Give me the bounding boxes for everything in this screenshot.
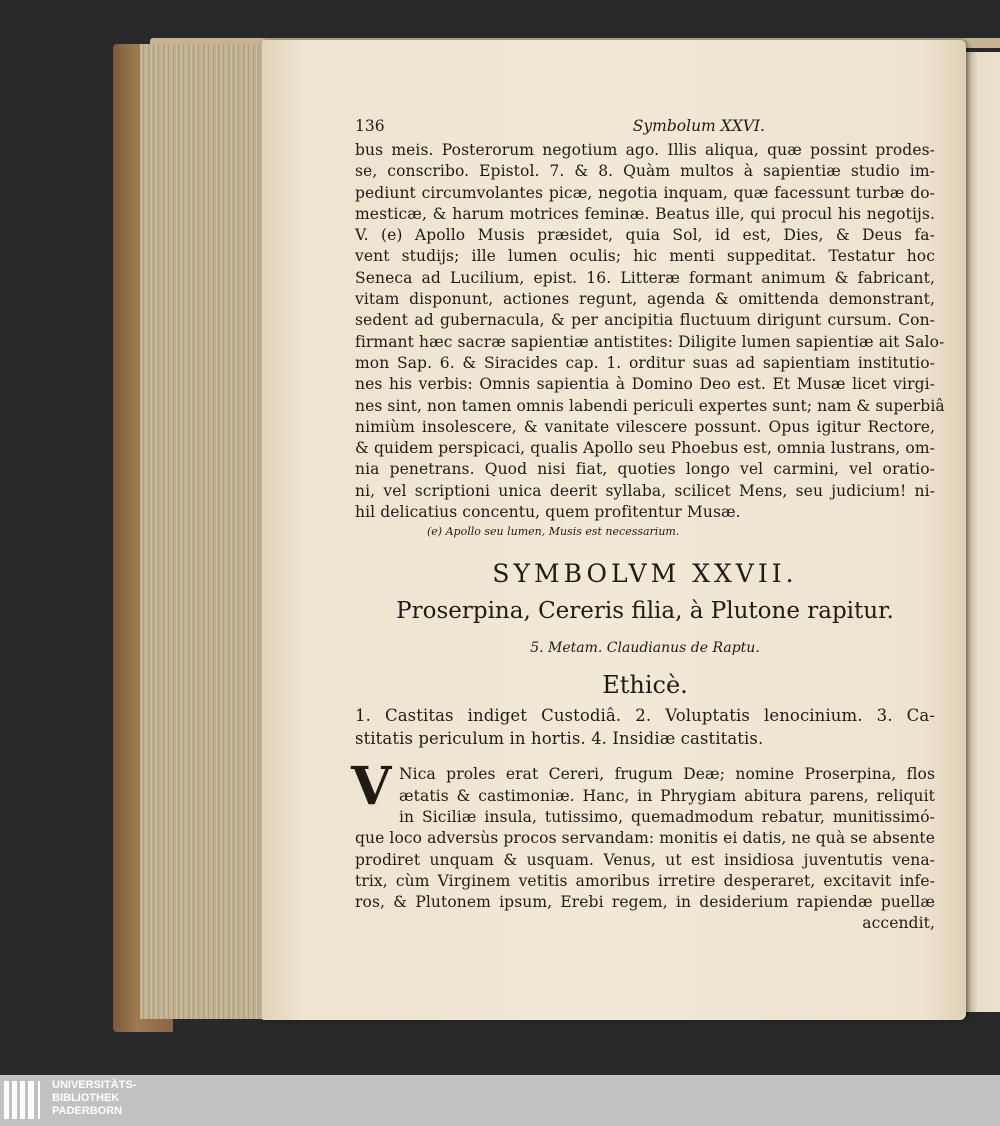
text-line: vitam disponunt, actiones regunt, agenda & omittenda demonstrant, [355,290,935,309]
catchword: accendit, [862,914,935,933]
page-header [355,112,935,140]
text-line: trix, cùm Virginem vetitis amoribus irretire desperaret, excitavit infe- [355,871,935,890]
text-line: ætatis & castimoniæ. Hanc, in Phrygiam abitura parens, reliquit [399,786,935,805]
text-line: ros, & Plutonem ipsum, Erebi regem, in desiderium rapiendæ puellæ [355,893,935,912]
page-text [351,112,945,935]
text-line: firmant hæc sacræ sapientiæ antistites: Diligite lumen sapientiæ ait Salo- [355,332,945,351]
text-line: vent studijs; ille lumen oculis; hic menti suppeditat. Testatur hoc [355,247,935,266]
text-line: mesticæ, & harum motrices feminæ. Beatus ille, qui procul his negotijs. [355,204,935,223]
text-line: pediunt circumvolantes picæ, negotia inquam, quæ facessunt turbæ do- [355,183,935,202]
page-edges [140,44,266,1019]
text-line: que loco adversùs procos servandam: monitis ei datis, ne quà se absente [355,829,935,848]
section-heading: Ethicè. [602,671,688,700]
topic-list [355,705,935,750]
text-line: V. (e) Apollo Musis præsidet, quia Sol, id est, Dies, & Deus fa- [355,226,935,245]
symbol-source: 5. Metam. Claudianus de Raptu. [530,640,760,657]
text-line: Nica proles erat Cereri, frugum Deæ; nomine Proserpina, flos [399,765,935,784]
text-line: nimiùm insolescere, & vanitate vilescere possunt. Opus igitur Rectore, [355,417,935,436]
text-line: & quidem perspicaci, qualis Apollo seu Phoebus est, omnia lustrans, om- [355,439,935,458]
symbol-subtitle: Proserpina, Cereris filia, à Plutone rapitur. [396,598,894,625]
topic-line: stitatis periculum in hortis. 4. Insidiæ castitatis. [355,728,764,748]
symbol-title: SYMBOLVM XXVII. [492,559,798,589]
text-line: nes his verbis: Omnis sapientia à Domino Deo est. Et Musæ licet virgi- [355,375,935,394]
text-line: Seneca ad Lucilium, epist. 16. Litteræ formant animum & fabricant, [355,268,935,287]
text-line: in Siciliæ insula, tutissimo, quemadmodum rebatur, munitissimó- [399,807,935,826]
topic-line: 1. Castitas indiget Custodiâ. 2. Voluptatis lenocinium. 3. Ca- [355,706,935,726]
text-line: nia penetrans. Quod nisi fiat, quoties longo vel carmini, vel oratio- [355,460,935,479]
text-line: sedent ad gubernacula, & per ancipitia fluctuum dirigunt cursum. Con- [355,311,935,330]
text-line: ni, vel scriptioni unica deerit syllaba, scilicet Mens, seu judicium! ni- [355,481,935,500]
page-number: 136 [355,117,385,135]
running-title: Symbolum XXVI. [632,117,765,135]
footnote: (e) Apollo seu lumen, Musis est necessarium. [427,525,680,539]
text-line: bus meis. Posterorum negotium ago. Illis aliqua, quæ possint prodes- [355,141,935,159]
library-logo-icon [4,1081,46,1121]
text-line: prodiret unquam & usquam. Venus, ut est insidiosa juventutis vena- [355,850,935,869]
drop-cap: V [351,756,392,818]
library-footer [0,1075,1000,1126]
text-line: mon Sap. 6. & Siracides cap. 1. orditur suas ad sapientiam institutio- [355,353,935,372]
text-line: hil delicatius concentu, quem profitentur Musæ. [355,503,741,522]
text-line: nes sint, non tamen omnis labendi periculi expertes sunt; nam & superbiâ [355,396,945,415]
facing-page-edge [966,52,1000,1012]
text-line: se, conscribo. Epistol. 7. & 8. Quàm multos à sapientiæ studio im- [355,162,935,181]
body-text [351,756,935,934]
previous-text [355,140,945,523]
library-logo-text: UNIVERSITÄTS- BIBLIOTHEK PADERBORN [52,1079,137,1117]
